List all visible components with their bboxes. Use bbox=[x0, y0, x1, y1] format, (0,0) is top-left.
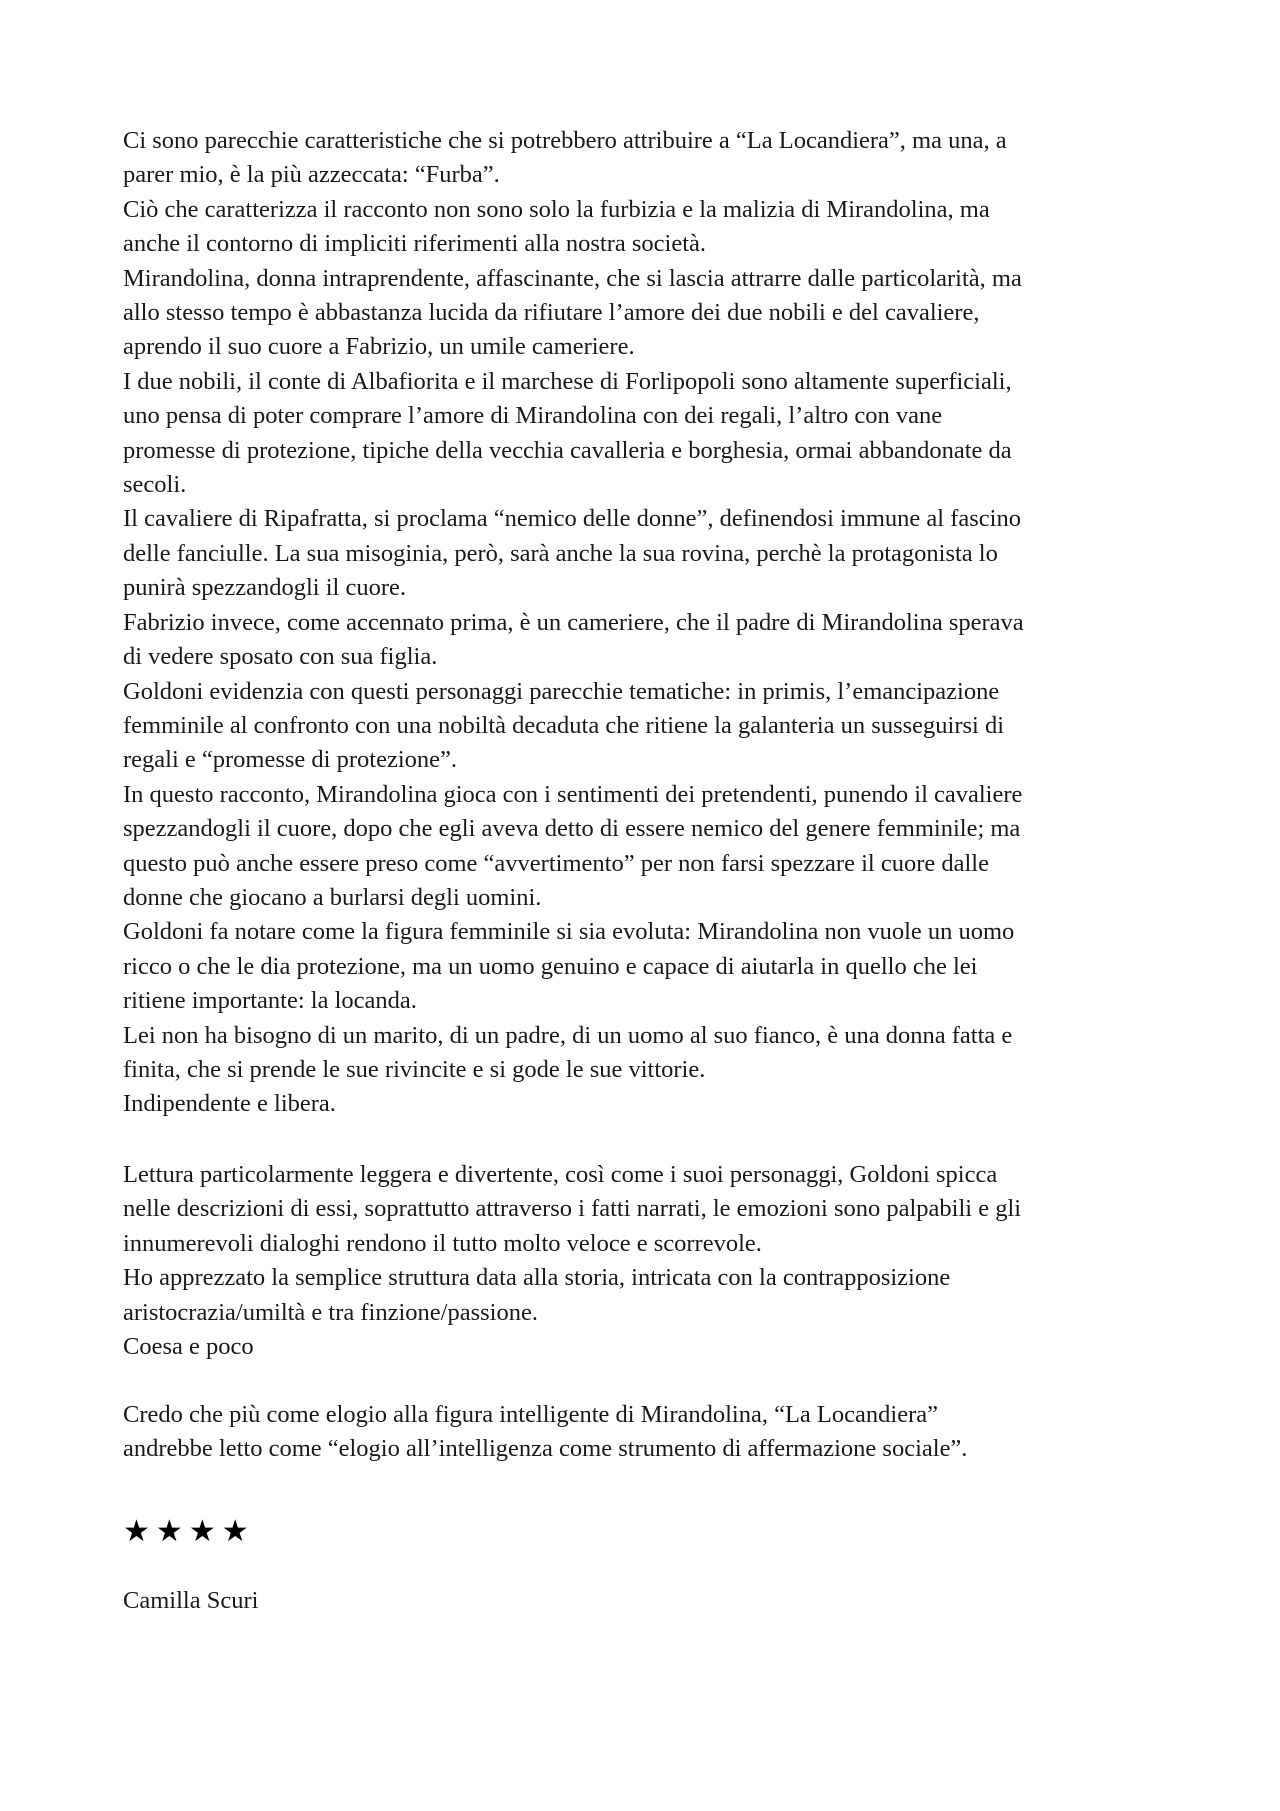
text-line: promesse di protezione, tipiche della vecchia cavalleria e borghesia, ormai abbandonate da bbox=[123, 436, 1012, 464]
text-line: Ciò che caratterizza il racconto non sono solo la furbizia e la malizia di Mirandolina, ma bbox=[123, 195, 990, 223]
analysis-section bbox=[123, 124, 1183, 1122]
author-signature: Camilla Scuri bbox=[123, 1587, 259, 1614]
text-line: andrebbe letto come “elogio all’intelligenza come strumento di affermazione sociale”. bbox=[123, 1435, 968, 1463]
text-line: Goldoni evidenzia con questi personaggi parecchie tematiche: in primis, l’emancipazione bbox=[123, 677, 1000, 705]
text-line: punirà spezzandogli il cuore. bbox=[123, 574, 407, 602]
text-line: aristocrazia/umiltà e tra finzione/passione. bbox=[123, 1298, 538, 1326]
text-line: Ci sono parecchie caratteristiche che si potrebbero attribuire a “La Locandiera”, ma una, a bbox=[123, 127, 1007, 154]
text-line: ricco o che le dia protezione, ma un uomo genuino e capace di aiutarla in quello che lei bbox=[123, 952, 978, 980]
text-line: nelle descrizioni di essi, soprattutto attraverso i fatti narrati, le emozioni sono palpabili e gli bbox=[123, 1195, 1022, 1223]
star-icon: ★ bbox=[123, 1514, 150, 1549]
text-line: finita, che si prende le sue rivincite e si gode le sue vittorie. bbox=[123, 1055, 706, 1083]
text-line: secoli. bbox=[123, 471, 187, 499]
text-line: allo stesso tempo è abbastanza lucida da rifiutare l’amore dei due nobili e del cavaliere, bbox=[123, 299, 980, 327]
star-icon: ★ bbox=[221, 1514, 249, 1549]
text-line: Lettura particolarmente leggera e divertente, così come i suoi personaggi, Goldoni spicca bbox=[123, 1161, 998, 1188]
text-line: donne che giocano a burlarsi degli uomini. bbox=[123, 883, 542, 911]
text-line: Indipendente e libera. bbox=[123, 1090, 336, 1118]
text-line: uno pensa di poter comprare l’amore di Mirandolina con dei regali, l’altro con vane bbox=[123, 402, 943, 430]
text-line: Ho apprezzato la semplice struttura data alla storia, intricata con la contrapposizione bbox=[123, 1264, 951, 1292]
text-line: Fabrizio invece, come accennato prima, è un cameriere, che il padre di Mirandolina sperava bbox=[123, 608, 1024, 636]
star-icon: ★ bbox=[188, 1514, 216, 1549]
text-line: ritiene importante: la locanda. bbox=[123, 987, 417, 1015]
text-line: Coesa e poco bbox=[123, 1333, 254, 1361]
text-line: In questo racconto, Mirandolina gioca con i sentimenti dei pretendenti, punendo il cavaliere bbox=[123, 780, 1023, 808]
text-line: delle fanciulle. La sua misoginia, però, sarà anche la sua rovina, perchè la protagonista lo bbox=[123, 539, 998, 567]
text-line: spezzandogli il cuore, dopo che egli aveva detto di essere nemico del genere femminile; ma bbox=[123, 815, 1021, 843]
text-line: anche il contorno di impliciti riferimenti alla nostra società. bbox=[123, 230, 707, 258]
closing-section bbox=[123, 1398, 1183, 1467]
text-line: Lei non ha bisogno di un marito, di un padre, di un uomo al suo fianco, è una donna fatta e bbox=[123, 1021, 1013, 1049]
text-line: I due nobili, il conte di Albafiorita e il marchese di Forlipopoli sono altamente superficiali, bbox=[123, 367, 1012, 395]
text-line: Credo che più come elogio alla figura intelligente di Mirandolina, “La Locandiera” bbox=[123, 1401, 938, 1428]
text-line: aprendo il suo cuore a Fabrizio, un umile cameriere. bbox=[123, 333, 635, 361]
text-line: regali e “promesse di protezione”. bbox=[123, 746, 458, 774]
star-icon: ★ bbox=[155, 1514, 183, 1549]
text-line: Goldoni fa notare come la figura femminile si sia evoluta: Mirandolina non vuole un uomo bbox=[123, 918, 1015, 946]
text-line: Mirandolina, donna intraprendente, affascinante, che si lascia attrarre dalle particolarità, ma bbox=[123, 264, 1022, 292]
text-line: femminile al confronto con una nobiltà decaduta che ritiene la galanteria un susseguirsi di bbox=[123, 711, 1005, 739]
text-line: parer mio, è la più azzeccata: “Furba”. bbox=[123, 161, 500, 189]
star-rating bbox=[123, 1512, 249, 1552]
text-line: Il cavaliere di Ripafratta, si proclama “nemico delle donne”, definendosi immune al fascino bbox=[123, 505, 1021, 533]
text-line: di vedere sposato con sua figlia. bbox=[123, 643, 438, 671]
text-line: questo può anche essere preso come “avvertimento” per non farsi spezzare il cuore dalle bbox=[123, 849, 989, 877]
review-section bbox=[123, 1158, 1183, 1364]
text-line: innumerevoli dialoghi rendono il tutto molto veloce e scorrevole. bbox=[123, 1229, 762, 1257]
